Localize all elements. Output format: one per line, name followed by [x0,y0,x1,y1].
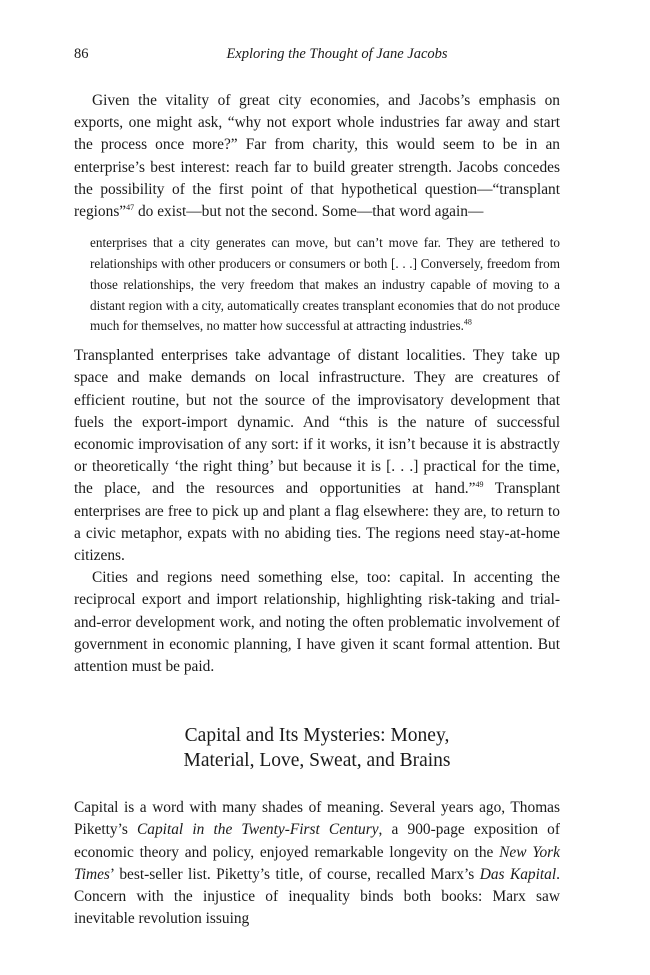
paragraph [74,90,560,223]
paragraph [74,345,560,567]
book-title: Capital in the Twenty-First Century [137,821,379,839]
running-head [74,46,560,66]
book-title: Das Kapital [479,865,557,883]
body-text [74,90,560,930]
endnote-ref[interactable]: 47 [126,202,135,212]
endnote-ref[interactable]: 49 [475,480,484,490]
running-title: Exploring the Thought of Jane Jacobs [226,46,448,62]
paragraph-text: Transplanted enterprises take advantage of distant localities. They take up space and make demands on local infrastructure. They are creatures of efficient routine, but not the source of the improvisatory development that fuels the export-import dynamic. And “this is the nature of successful economic improvisation of any sort: if it works, it isn’t because it is abstractly or theoretically ‘the right thing’ but because it is [. . .] practical for the time, the place, and the resources and opportunities at hand.” [74,347,560,498]
paragraph-text: , a 900-page exposition of economic theory and policy, enjoyed remarkable longevity on the [74,821,560,861]
block-quote-text: enterprises that a city generates can move, but can’t move far. They are tethered to relationships with other producers or consumers or both [. . .] Conversely, freedom from those relationships, the very freedom that makes an industry capable of moving to a distant region with a city, automatically creates transplant economies that do not produce much for themselves, no matter how successful at attracting industries. [90,235,560,334]
paragraph-text: Given the vitality of great city economies, and Jacobs’s emphasis on exports, one might ask, “why not export whole industries far away and start the process once more?” Far from charity, this would seem to be in an enterprise’s best interest: reach far to build greater strength. Jacobs concedes the possibility of the first point of that hypothetical question—“transplant regions” [74,92,560,221]
section-heading-line: Capital and Its Mysteries: Money, [184,725,450,747]
paragraph-text: do exist—but not the second. Some—that word again— [134,203,484,221]
page-number: 86 [74,46,89,62]
paragraph-text: ’ best-seller list. Piketty’s title, of course, recalled Marx’s [109,865,480,883]
paragraph-text: . Concern with the injustice of inequality binds both books: Marx saw inevitable revolution issuing [74,865,560,928]
paragraph [74,797,560,930]
section-heading-line: Material, Love, Sweat, and Brains [183,750,451,772]
endnote-ref[interactable]: 48 [463,318,472,328]
publication-title: New York Times [74,843,560,883]
section-heading [74,723,560,773]
paragraph-text: Transplant enterprises are free to pick up and plant a flag elsewhere: they are, to return to a civic metaphor, expats with no abiding ties. The regions need stay-at-home citizens. [74,480,560,565]
paragraph: Cities and regions need something else, too: capital. In accenting the reciprocal export and import relationship, highlighting risk-taking and trial-and-error development work, and noting the often problematic involvement of government in economic planning, I have given it scant formal attention. But attention must be paid. [74,569,560,676]
paragraph-text: Capital is a word with many shades of meaning. Several years ago, Thomas Piketty’s [74,799,560,839]
block-quote [90,233,560,337]
